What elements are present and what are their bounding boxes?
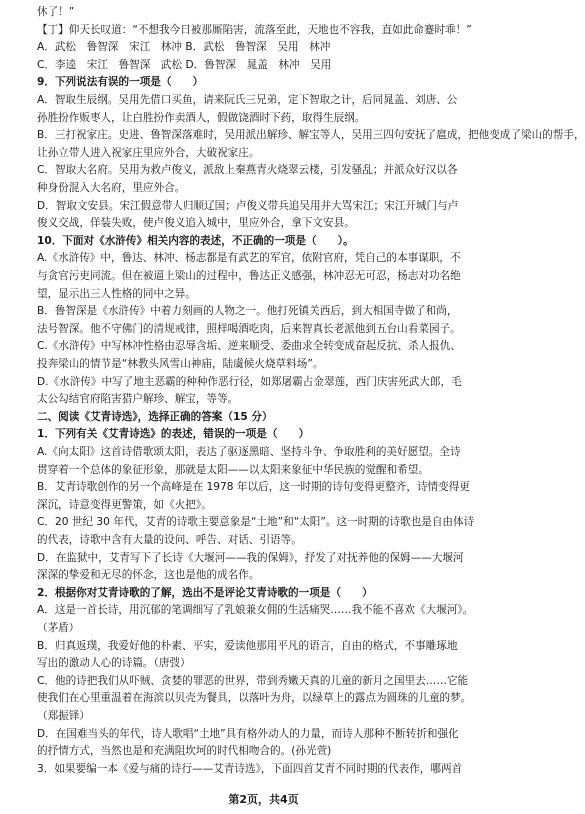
text-line: A．武松 鲁智深 宋江 林冲 B．武松 鲁智深 吴用 林冲 [37, 41, 331, 54]
text-line: B．三打祝家庄。史进、鲁智深落难时，吴用派出解珍、解宝等人，吴用三四句安抚了扈成，把他变成了梁山的帮手， [37, 129, 585, 142]
text-line: 【丁】仰天长叹道：“不想我今日被那厮陷害，流落至此，天地也不容我，直如此命蹇时乖！” [37, 23, 472, 36]
text-line: 的代表，诗歌中含有大量的设问、呼告、对话、引语等。 [37, 534, 302, 546]
text-line: A.《向太阳》这首诗借歌颂太阳，表达了驱逐黑暗、坚持斗争、争取胜利的美好愿望。全诗 [37, 446, 461, 458]
text-line: D．在监狱中，艾青写下了长诗《大堰河——我的保姆》，抒发了对抚养他的保姆——大堰河 [37, 551, 464, 564]
text-line: D．智取文安县。宋江假意带人归顺辽国；卢俊义带兵追吴用并大骂宋江；宋江开城门与卢 [37, 199, 459, 212]
text-line: A．智取生辰纲。吴用先借口买鱼，请来阮氏三兄弟，定下智取之计，后同晁盖、刘唐、公 [37, 94, 458, 106]
text-line: 1．下列有关《艾青诗选》的表述，错误的一项是（ ） [37, 428, 310, 441]
text-line: A.《水浒传》中，鲁达、林冲、杨志都是有武艺的军官，依附官府，凭自己的本事谋职，不 [37, 252, 461, 265]
text-line: 投奔梁山的情节是“林教头风雪山神庙，陆虞候火烧草料场”。 [37, 358, 324, 370]
text-line: C.《水浒传》中写林冲性格由忍辱含垢、逆来顺受、委曲求全转变成奋起反抗、杀人报仇、 [37, 340, 461, 353]
text-line: B．归真返璞，我爱好他的朴素、平实，爱读他那用平凡的语言，自由的格式，不事雕琢地 [37, 639, 458, 652]
text-line: 法号智深。他不守佛门的清规戒律，照样喝酒吃肉，后来智真长老派他到五台山看菜园子。 [37, 322, 461, 335]
text-line: 贯穿着一个总体的象征形象，那就是太阳——以太阳来象征中华民族的觉醒和希望。 [37, 463, 429, 476]
text-line: B．鲁智深是《水浒传》中着力刻画的人物之一。他打死镇关西后，到大相国寺做了和尚， [37, 305, 458, 318]
text-line: 太公勾结官府陷害猎户解珍、解宝，等等。 [37, 393, 239, 406]
text-line: 使我们在心里重温着在海滨以贝壳为餐具，以落叶为舟，以绿草上的露点为圆珠的儿童的梦。 [37, 692, 472, 705]
text-line: 望，显示出三人性格的同中之异。 [37, 287, 196, 300]
page-number: 第2页，共4页 [228, 793, 299, 806]
text-line: D.《水浒传》中写了地主恶霸的种种作恶行径，如郑屠霸占金翠莲，西门庆害死武大郎，毛 [37, 375, 462, 388]
text-line: C．智取大名府。吴用为救卢俊义，派敌上秦燕青火烧翠云楼，引发骚乱；并派众好汉以各 [37, 164, 458, 177]
text-line: C．李逵 宋江 鲁智深 武松 D．鲁智深 晁盖 林冲 吴用 [37, 58, 332, 71]
text-line: C．20 世纪 30 年代，艾青的诗歌主要意象是“土地”和“太阳”。这一时期的诗歌也是自由体诗 [37, 516, 475, 529]
text-line: A．这是一首长诗，用沉郁的笔调细写了乳娘兼女佣的生活痛哭……我不能不喜欢《大堰河》。 [37, 604, 474, 617]
text-line: （郑振铎） [37, 710, 90, 722]
text-line: 2．根据你对艾青诗歌的了解，选出不是评论艾青诗歌的一项是（ ） [37, 586, 373, 599]
text-line: 深沉，诗意变得更警策，如《火把》。 [37, 498, 212, 511]
text-line: 种身份混入大名府，里应外合。 [37, 182, 186, 194]
text-line: 与贪官污吏同流。但在被逼上梁山的过程中，鲁达正义感强，林冲忍无可忍，杨志对功名绝 [37, 270, 461, 282]
text-line: 孙胜扮作贩枣人，让白胜扮作卖酒人，假做饶酒时下药，取得生辰纲。 [37, 111, 366, 124]
text-line: 让孙立带人进入祝家庄里应外合，大破祝家庄。 [37, 146, 260, 159]
text-line: 10．下面对《水浒传》相关内容的表述，不正确的一项是（ ）。 [37, 234, 354, 247]
text-line: B．艾青诗歌创作的另一个高峰是在 1978 年以后，这一时期的诗句变得更整齐，诗情变得更 [37, 481, 470, 494]
text-line: 9．下列说法有误的一项是（ ） [37, 76, 204, 89]
text-line: 俊义交战，佯装失败，使卢俊义追入城中，里应外合，拿下文安县。 [37, 217, 355, 230]
text-line: 写出的激动人心的诗篇。（唐弢） [37, 657, 191, 670]
text-line: 二、阅读《艾青诗选》，选择正确的答案（15 分） [37, 410, 273, 423]
text-line: 3．如果要编一本《爱与痛的诗行——艾青诗选》，下面四首艾青不同时期的代表作，哪两首 [37, 762, 463, 775]
text-line: （茅盾） [37, 622, 80, 634]
text-line: 深深的挚爱和无尽的怀念，这也是他的成名作。 [37, 569, 260, 582]
text-line: D．在国难当头的年代，诗人歌唱“土地”具有格外动人的力量，而诗人那种不断转折和强化 [37, 727, 459, 740]
text-line: 休了！” [37, 6, 75, 18]
text-line: C．他的诗把我们从吓贼、贪婪的罪恶的世界，带到秀嫩天真的儿童的新月之国里去……它能 [37, 674, 469, 687]
text-line: 的抒情方式，当然也是和充满阻坎坷的时代相吻合的。(孙光萱) [37, 745, 332, 758]
